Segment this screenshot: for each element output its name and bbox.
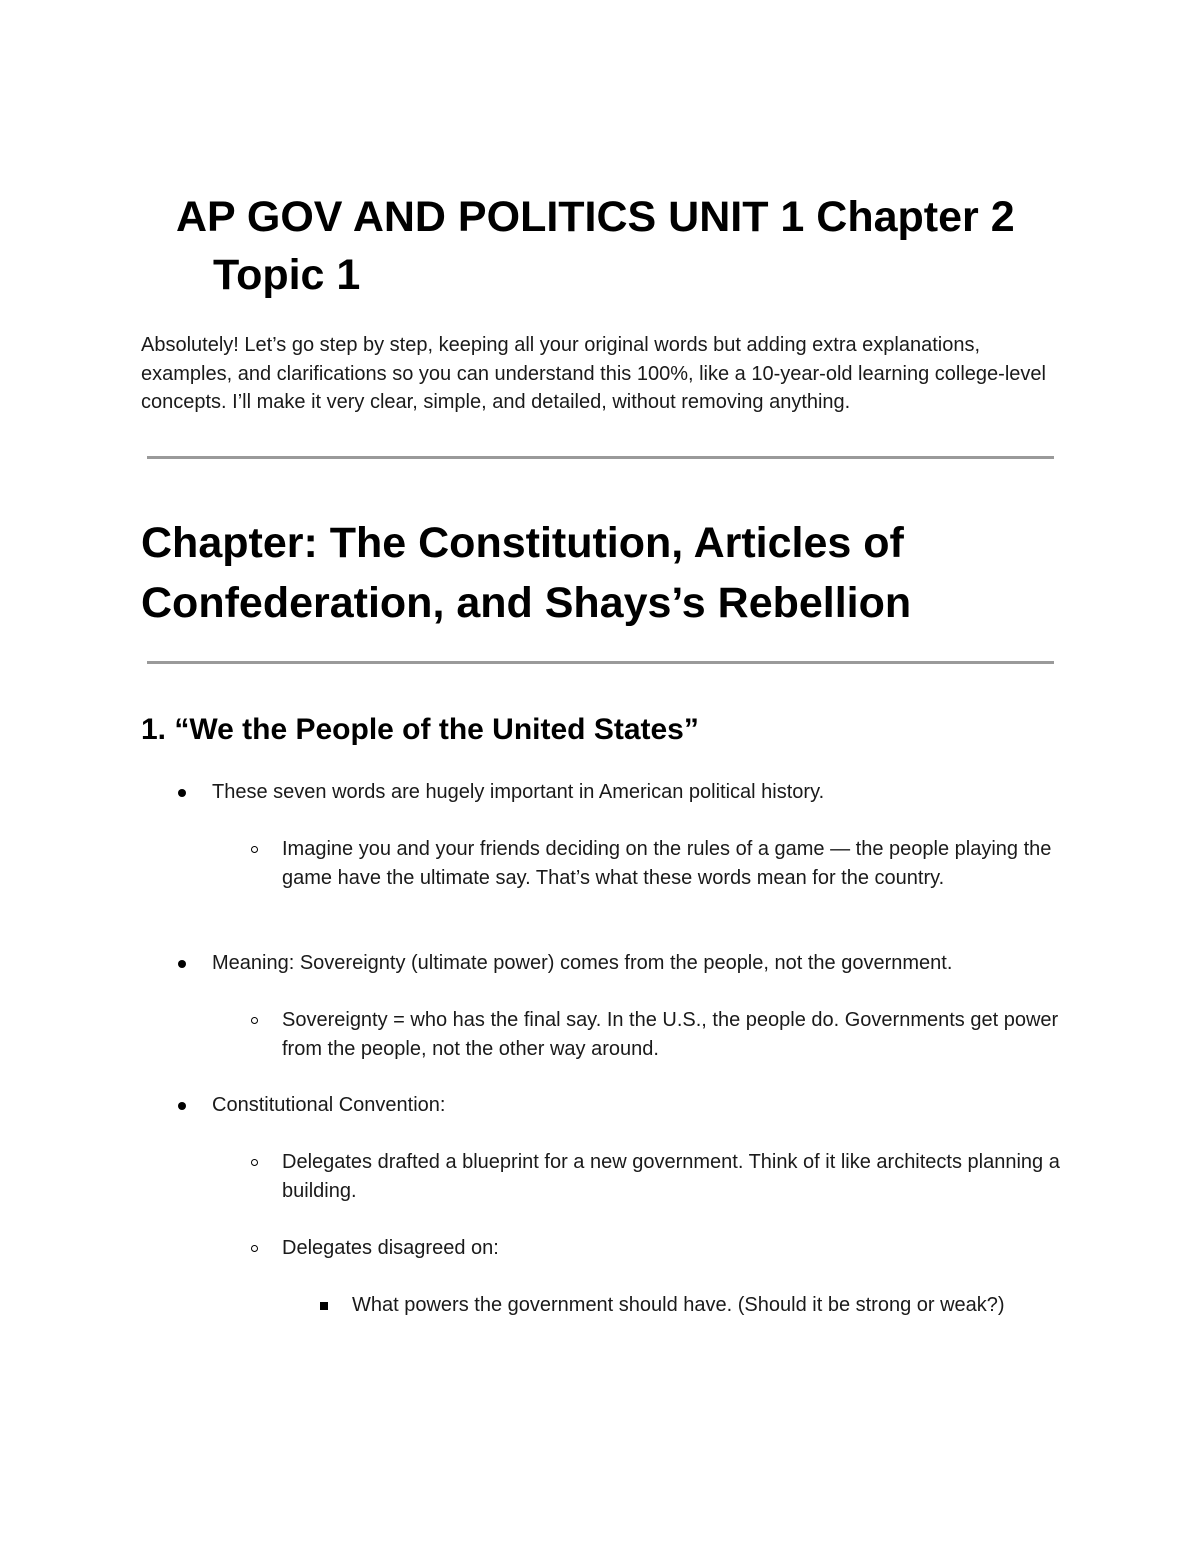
title-line-1: AP GOV AND POLITICS UNIT 1 Chapter 2 — [176, 193, 1015, 241]
bullet-filled-icon — [178, 960, 186, 968]
title-line-2: Topic 1 — [213, 251, 361, 299]
list-item-text: These seven words are hugely important in American political history. — [212, 781, 825, 803]
bullet-filled-icon — [178, 789, 186, 797]
list-item-text: Constitutional Convention: — [212, 1094, 446, 1116]
section-heading: 1. “We the People of the United States” — [141, 713, 699, 746]
chapter-heading: Chapter: The Constitution, Articles of Confederation, and Shays’s Rebellion — [141, 519, 912, 627]
bullet-hollow-icon — [251, 1159, 258, 1166]
intro-paragraph: Absolutely! Let’s go step by step, keeping all your original words but adding extra explanations, examples, and clarifications so you can understand this 100%, like a 10-year-old learning college-level concepts. I’ll make it very clear, simple, and detailed, without removing anything. — [141, 334, 1046, 414]
bullet-hollow-icon — [251, 1017, 258, 1024]
list-item-text: Meaning: Sovereignty (ultimate power) comes from the people, not the government. — [212, 952, 953, 974]
bullet-hollow-icon — [251, 1245, 258, 1252]
bullet-square-icon — [320, 1302, 328, 1310]
bullet-filled-icon — [178, 1102, 186, 1110]
horizontal-divider — [147, 456, 1054, 459]
bullet-hollow-icon — [251, 846, 258, 853]
horizontal-divider — [147, 661, 1054, 664]
list-item-text: Sovereignty = who has the final say. In the U.S., the people do. Governments get power from the people, not the other way around. — [282, 1009, 1059, 1060]
list-item-text: Delegates disagreed on: — [282, 1237, 499, 1259]
list-item-text: Delegates drafted a blueprint for a new government. Think of it like architects planning a building. — [282, 1151, 1060, 1202]
list-item-text: What powers the government should have. (Should it be strong or weak?) — [352, 1294, 1005, 1316]
list-item-text: Imagine you and your friends deciding on the rules of a game — the people playing the game have the ultimate say. That’s what these words mean for the country. — [282, 838, 1052, 889]
document-title — [176, 188, 1076, 304]
